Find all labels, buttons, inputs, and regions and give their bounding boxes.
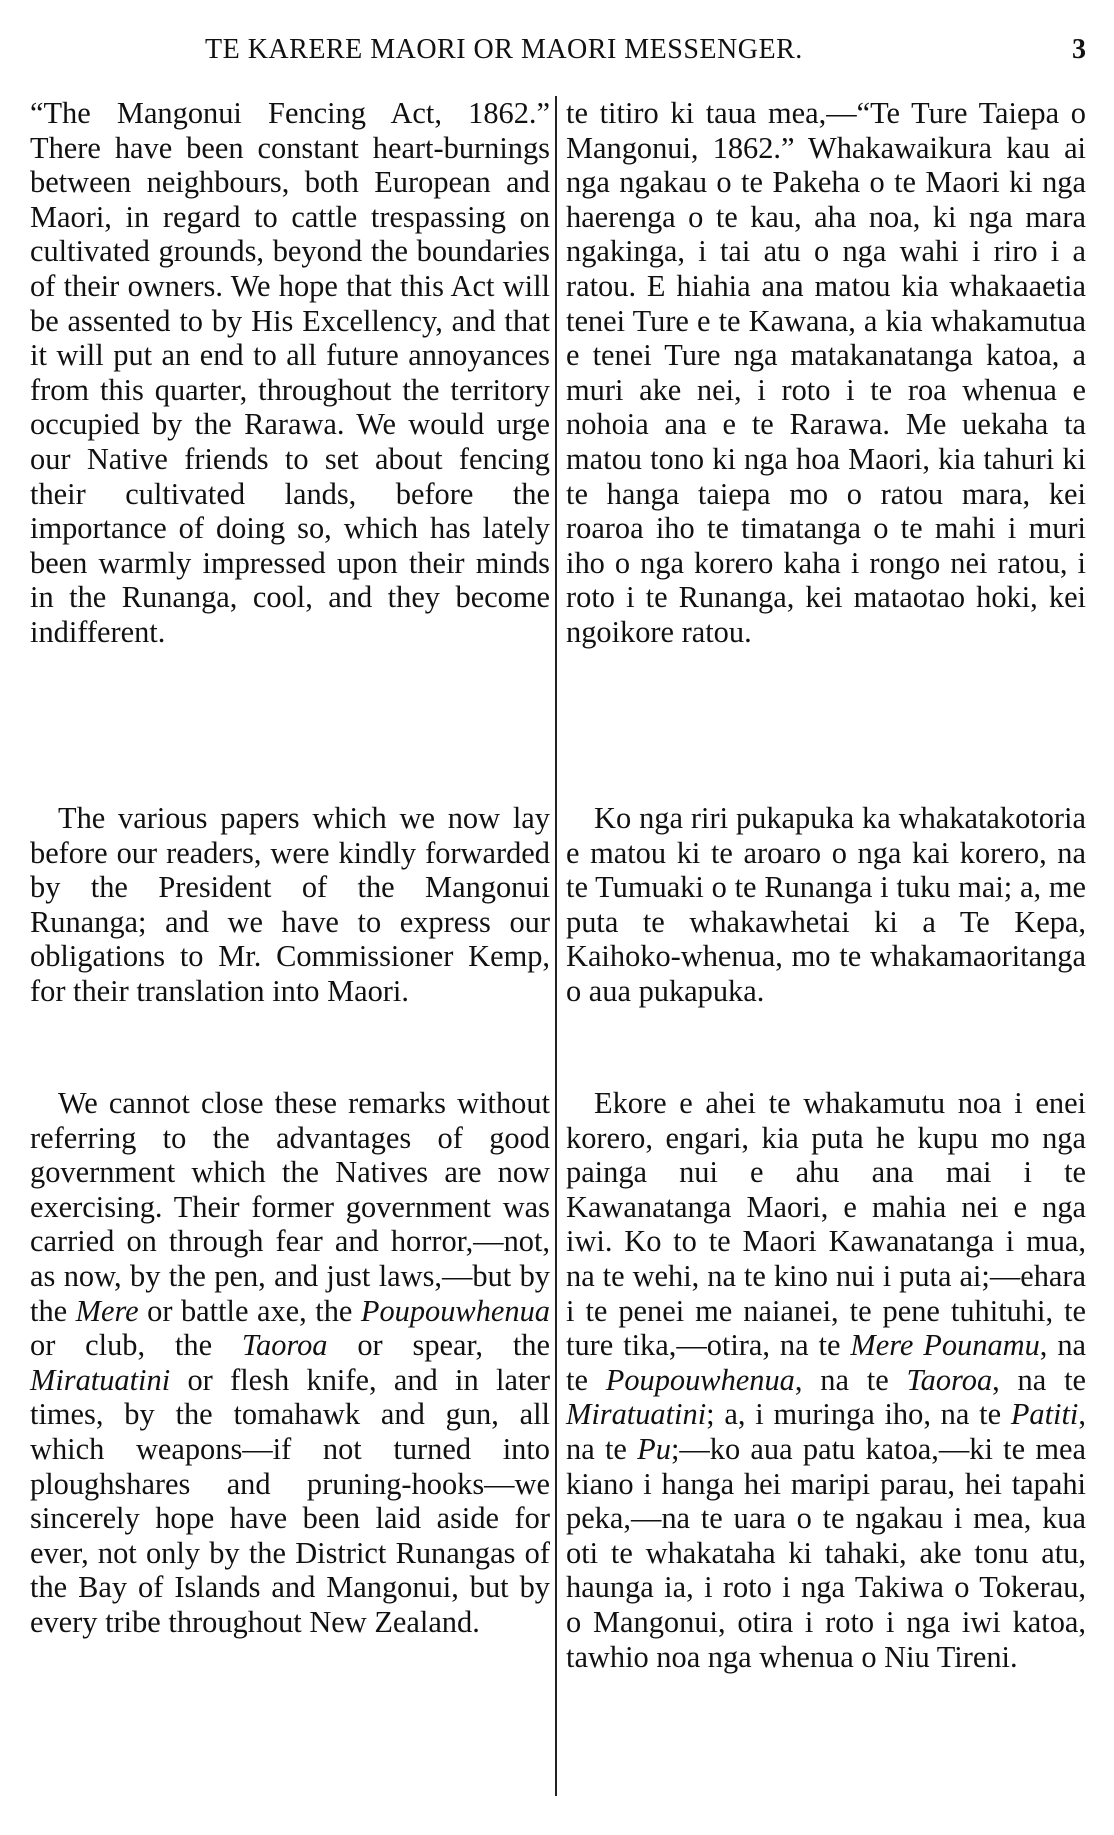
maori-paragraph-papers: Ko nga riri pukapuka ka whakatakotoria e matou ki te aroaro o nga kai korero, na te Tumuaki o te Runanga i tuku mai; a, me puta te whakawhetai ki a Te Kepa, Kaihoko-whenua, mo te whakamaoritanga o aua pukapuka. <box>566 801 1086 1008</box>
page-header <box>0 34 1114 74</box>
english-paragraph-government: We cannot close these remarks without referring to the advantages of good government which the Natives are now exercising. Their former government was carried on through fear and horror,—not, as now, by the pen, and just laws,—but by the Mere or battle axe, the Poupouwhenua or club, the Taoroa or spear, the Miratuatini or flesh knife, and in later times, by the tomahawk and gun, all which weapons—if not turned into ploughshares and pruning-hooks—we sincerely hope have been laid aside for ever, not only by the District Runangas of the Bay of Islands and Mangonui, but by every tribe throughout New Zealand. <box>30 1086 550 1639</box>
column-divider <box>555 96 557 1796</box>
maori-paragraph-government: Ekore e ahei te whakamutu noa i enei korero, engari, kia puta he kupu mo nga painga nui e ahu ana mai i te Kawanatanga Maori, e mahia nei e nga iwi. Ko to te Maori Kawanatanga i mua, na te wehi, na te kino nui i puta ai;—ehara i te penei me naianei, te pene tuhituhi, te ture tika,—otira, na te Mere Pounamu, na te Poupouwhenua, na te Taoroa, na te Miratuatini; a, i muringa iho, na te Patiti, na te Pu;—ko aua patu katoa,—ki te mea kiano i hanga hei maripi parau, hei tapahi peka,—na te uara o te ngakau i mea, kua oti te whakataha ki tahaki, ake tonu atu, haunga ia, i roto i nga Takiwa o Tokerau, o Mangonui, otira i roto i nga iwi katoa, tawhio noa nga whenua o Niu Tireni. <box>566 1086 1087 1674</box>
page-number: 3 <box>1072 34 1086 65</box>
newspaper-title: TE KARERE MAORI OR MAORI MESSENGER. <box>205 34 803 65</box>
maori-paragraph-fencing-act: te titiro ki taua mea,—“Te Ture Taiepa o Mangonui, 1862.” Whakawaikura kau ai nga ngakau o te Pakeha o te Maori ki nga haerenga o te kau, aha noa, ki nga mara ngakinga, i tai atu o nga wahi i riro i a ratou. E hiahia ana matou kia whakaaetia tenei Ture e te Kawana, a kia whakamutua e tenei Ture nga matakanatanga katoa, a muri ake nei, i roto i te roa whenua e nohoia ana e te Rarawa. Me uekaha ta matou tono ki nga hoa Maori, kia tahuri ki te hanga taiepa mo o ratou mara, kei roaroa iho te timatanga o te mahi i muri iho o nga korero kaha i rongo nei ratou, i roto i te Runanga, kei mataotao hoki, kei ngoikore ratou. <box>566 96 1086 649</box>
english-paragraph-fencing-act: “The Mangonui Fencing Act, 1862.” There have been constant heart-burnings between neighbours, both European and Maori, in regard to cattle trespassing on cultivated grounds, beyond the boundaries of their owners. We hope that this Act will be assented to by His Excellency, and that it will put an end to all future annoyances from this quarter, throughout the territory occupied by the Rarawa. We would urge our Native friends to set about fencing their cultivated lands, before the importance of doing so, which has lately been warmly impressed upon their minds in the Runanga, cool, and they become indifferent. <box>30 96 550 649</box>
english-paragraph-papers: The various papers which we now lay before our readers, were kindly forwarded by the President of the Mangonui Runanga; and we have to express our obligations to Mr. Commissioner Kemp, for their translation into Maori. <box>30 801 550 1008</box>
